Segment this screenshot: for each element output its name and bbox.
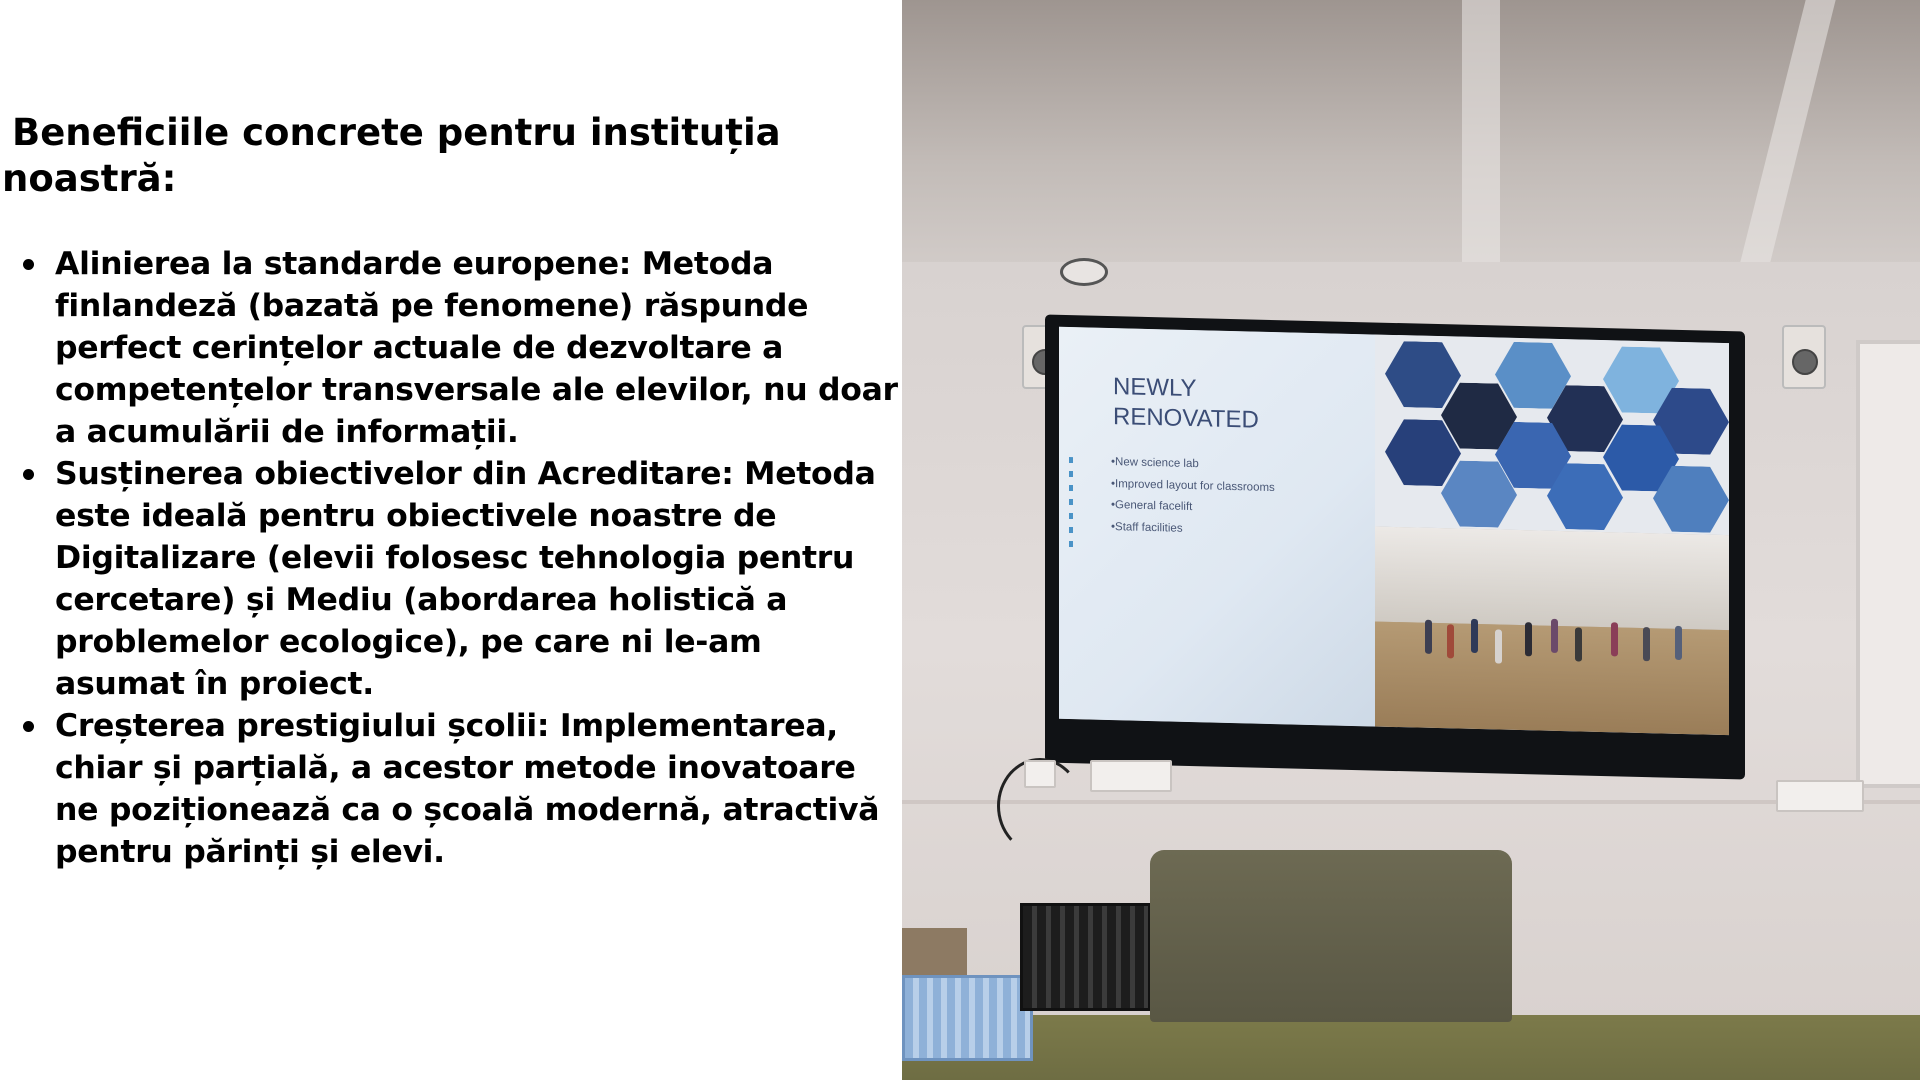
wall-socket	[1024, 760, 1056, 788]
slide-bullet-list	[1111, 452, 1275, 542]
slide-text-panel	[1059, 327, 1375, 727]
blue-basket	[902, 975, 1033, 1061]
benefits-list	[0, 243, 900, 873]
list-item-text: Susținerea obiectivelor din Acreditare: Metoda este ideală pentru obiectivele noastre de Digitalizare (elevii folosesc tehnologia pentru cercetare) și Mediu (abordarea holistică a problemelor ecologice), pe care ni le-am asumat în proiect.	[55, 456, 876, 702]
ceiling-sensor-icon	[1060, 258, 1108, 286]
slide-title-line: RENOVATED	[1113, 403, 1259, 434]
list-item	[55, 705, 900, 873]
slide-title-line: NEWLY	[1113, 373, 1197, 403]
floor	[902, 1015, 1920, 1080]
bullet-icon	[23, 721, 34, 732]
list-item	[55, 453, 900, 705]
list-item	[55, 243, 900, 453]
gym-photo	[1375, 527, 1729, 736]
list-item-text: Alinierea la standarde europene: Metoda finlandeză (bazată pe fenomene) răspunde perfect cerințelor actuale de dezvoltare a competențelor transversale ale elevilor, nu doar a acumulării de informații.	[55, 246, 898, 450]
child-figure	[1675, 626, 1682, 660]
black-crate	[1020, 903, 1151, 1011]
child-figure	[1425, 620, 1432, 654]
ottoman-seat	[1150, 850, 1512, 1022]
page-heading: Beneficiile concrete pentru instituția noastră:	[2, 111, 781, 200]
slide-bullet: •General facelift	[1111, 499, 1193, 514]
child-figure	[1551, 619, 1558, 653]
ceiling-beam	[1462, 0, 1500, 270]
gym-wall	[1375, 527, 1729, 631]
hexagon	[1385, 341, 1461, 409]
classroom-photo	[902, 0, 1920, 1080]
child-figure	[1447, 624, 1454, 658]
child-figure	[1495, 629, 1502, 663]
speaker-cone	[1792, 349, 1818, 375]
text-column	[0, 0, 900, 1080]
wall-socket	[1090, 760, 1172, 792]
bullet-icon	[23, 259, 34, 270]
child-figure	[1611, 622, 1618, 656]
child-figure	[1471, 619, 1478, 653]
display-screen	[1045, 314, 1745, 779]
bullet-icon	[23, 469, 34, 480]
slide-bullet: •Improved layout for classrooms	[1111, 477, 1275, 494]
wall-socket	[1776, 780, 1864, 812]
child-figure	[1575, 627, 1582, 661]
child-figure	[1525, 622, 1532, 656]
cardboard-box	[902, 928, 967, 978]
speaker-right-icon	[1782, 325, 1826, 389]
slide-title	[1113, 372, 1259, 436]
child-figure	[1643, 627, 1650, 661]
hexagon-photo	[1375, 335, 1729, 536]
presentation-slide	[1059, 327, 1729, 735]
list-item-text: Creșterea prestigiului școlii: Implementarea, chiar și parțială, a acestor metode inovatoare ne poziționează ca o școală modernă, atractivă pentru părinți și elevi.	[55, 708, 880, 870]
slide-toolbar-icon	[1069, 457, 1073, 547]
whiteboard	[1856, 340, 1920, 788]
slide-bullet: •Staff facilities	[1111, 520, 1183, 535]
slide-bullet: •New science lab	[1111, 456, 1199, 471]
